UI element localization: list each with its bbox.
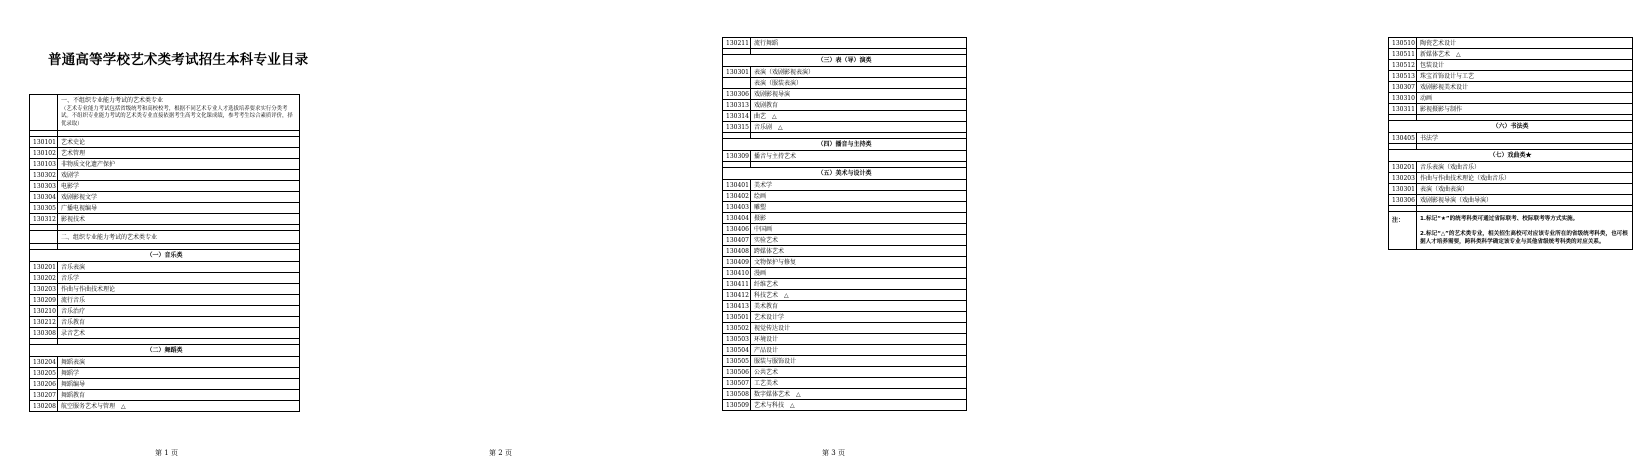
major-row (30, 357, 300, 368)
page-3 (667, 0, 1628, 472)
major-row (1389, 104, 1633, 115)
note-1: 1.标记“★”的统考科类可通过省际联考、校际联考等方式实施。 (1420, 216, 1579, 222)
major-name: 珠宝首饰设计与工艺 (1417, 71, 1633, 82)
major-code: 130312 (30, 214, 58, 225)
major-name: 音乐治疗 (58, 306, 300, 317)
major-name: 美术教育 (751, 301, 967, 312)
page-number: 第 1 页 (155, 449, 178, 457)
major-name: 服装与服饰设计 (751, 356, 967, 367)
major-row (30, 306, 300, 317)
major-code: 130507 (723, 378, 751, 389)
major-row (1389, 162, 1633, 173)
major-name: 播音与主持艺术 (751, 151, 967, 162)
major-row (1389, 133, 1633, 144)
category-heading: （四）播音与主持类 (723, 139, 967, 151)
major-code: 130409 (723, 257, 751, 268)
major-row (1389, 195, 1633, 206)
major-name: 公共艺术 (751, 367, 967, 378)
major-code: 130301 (723, 67, 751, 78)
major-name: 摄影 (751, 213, 967, 224)
major-row (30, 214, 300, 225)
major-code: 130310 (1389, 93, 1417, 104)
major-code: 130308 (30, 328, 58, 339)
major-code: 130313 (723, 100, 751, 111)
major-name: 舞蹈教育 (58, 390, 300, 401)
note-row (1389, 212, 1633, 250)
major-row (1389, 173, 1633, 184)
major-code: 130510 (1389, 38, 1417, 49)
major-code: 130505 (723, 356, 751, 367)
section-1-header-row (30, 95, 300, 131)
major-code: 130201 (30, 262, 58, 273)
major-name: 舞蹈编导 (58, 379, 300, 390)
major-code: 130311 (1389, 104, 1417, 115)
major-code: 130209 (30, 295, 58, 306)
major-name: 音乐剧 △ (751, 122, 967, 133)
category-heading-row (1389, 121, 1633, 133)
major-row (30, 159, 300, 170)
section-heading-row (30, 231, 300, 244)
major-code: 130509 (723, 400, 751, 411)
major-name: 戏剧影视美术设计 (1417, 82, 1633, 93)
major-name: 新媒体艺术 △ (1417, 49, 1633, 60)
note-2: 2.标记“△”的艺术类专业，相关招生高校可对应该专业所在的省级统考科类，也可根据人才培养需要，跨科类科学确定该专业与其他省级统考科类的对应关系。 (1420, 231, 1628, 245)
major-row (1389, 60, 1633, 71)
major-code: 130506 (723, 367, 751, 378)
major-name: 中国画 (751, 224, 967, 235)
major-name: 雕塑 (751, 202, 967, 213)
major-code: 130406 (723, 224, 751, 235)
major-row (30, 401, 300, 412)
category-heading: （五）美术与设计类 (723, 168, 967, 180)
major-name: 科技艺术 △ (751, 290, 967, 301)
major-row (1389, 71, 1633, 82)
major-code: 130410 (723, 268, 751, 279)
major-name: 舞蹈学 (58, 368, 300, 379)
major-code: 130205 (30, 368, 58, 379)
major-name: 流行舞蹈 (751, 38, 967, 49)
major-code: 130306 (723, 89, 751, 100)
major-name: 表演（戏曲表演） (1417, 184, 1633, 195)
major-code: 130411 (723, 279, 751, 290)
category-heading: （二）舞蹈类 (30, 345, 300, 357)
major-name: 艺术与科技 △ (751, 400, 967, 411)
major-code: 130501 (723, 312, 751, 323)
major-code: 130315 (723, 122, 751, 133)
major-name: 陶瓷艺术设计 (1417, 38, 1633, 49)
category-heading: （三）表（导）演类 (723, 55, 967, 67)
major-row (30, 148, 300, 159)
major-row (30, 273, 300, 284)
major-name: 数字媒体艺术 △ (751, 389, 967, 400)
major-code: 130413 (723, 301, 751, 312)
category-heading-row (1389, 150, 1633, 162)
major-code: 130212 (30, 317, 58, 328)
major-code: 130304 (30, 192, 58, 203)
major-name: 音乐教育 (58, 317, 300, 328)
major-code: 130201 (1389, 162, 1417, 173)
major-code: 130314 (723, 111, 751, 122)
major-code: 130203 (30, 284, 58, 295)
major-code: 130513 (1389, 71, 1417, 82)
section-1-block (58, 95, 300, 131)
major-code: 130203 (1389, 173, 1417, 184)
catalog-table-page-1 (29, 94, 300, 412)
major-name: 曲艺 △ (751, 111, 967, 122)
major-code: 130208 (30, 401, 58, 412)
major-name: 音乐表演 (58, 262, 300, 273)
category-heading: （七）戏曲类★ (1389, 150, 1633, 162)
major-name: 戏剧影视导演 (751, 89, 967, 100)
major-row (30, 262, 300, 273)
note-label: 注： (1389, 212, 1417, 250)
major-name: 表演（戏剧影视表演） (751, 67, 967, 78)
category-heading: （六）书法类 (1389, 121, 1633, 133)
major-row (1389, 82, 1633, 93)
major-name: 书法学 (1417, 133, 1633, 144)
major-code: 130407 (723, 235, 751, 246)
major-code: 130404 (723, 213, 751, 224)
major-code: 130402 (723, 191, 751, 202)
major-code: 130207 (30, 390, 58, 401)
major-code: 130408 (723, 246, 751, 257)
major-row (30, 203, 300, 214)
major-code: 130405 (1389, 133, 1417, 144)
blank-cell (30, 95, 58, 131)
major-name: 美术学 (751, 180, 967, 191)
major-name: 文物保护与修复 (751, 257, 967, 268)
major-code: 130302 (30, 170, 58, 181)
major-code: 130403 (723, 202, 751, 213)
major-name: 非物质文化遗产保护 (58, 159, 300, 170)
major-row (30, 317, 300, 328)
major-name: 作曲与作曲技术理论 (58, 284, 300, 295)
major-name: 艺术设计学 (751, 312, 967, 323)
major-row (30, 284, 300, 295)
major-name: 艺术史论 (58, 137, 300, 148)
major-code: 130508 (723, 389, 751, 400)
major-name: 戏剧影视导演（戏曲导演） (1417, 195, 1633, 206)
major-name: 艺术管理 (58, 148, 300, 159)
major-code: 130502 (723, 323, 751, 334)
major-code: 130211 (723, 38, 751, 49)
major-name: 实验艺术 (751, 235, 967, 246)
major-name: 纤维艺术 (751, 279, 967, 290)
page-number: 第 2 页 (489, 449, 512, 457)
major-name: 视觉传达设计 (751, 323, 967, 334)
major-name: 音乐表演（戏曲音乐） (1417, 162, 1633, 173)
major-row (1389, 38, 1633, 49)
section-heading: 一、不组织专业能力考试的艺术类专业 (61, 97, 164, 104)
major-row (1389, 184, 1633, 195)
page-number: 第 3 页 (822, 449, 845, 457)
major-name: 包装设计 (1417, 60, 1633, 71)
major-name: 影视技术 (58, 214, 300, 225)
major-name: 舞蹈表演 (58, 357, 300, 368)
major-code: 130206 (30, 379, 58, 390)
major-name: 作曲与作曲技术理论（戏曲音乐） (1417, 173, 1633, 184)
major-row (1389, 49, 1633, 60)
document-title: 普通高等学校艺术类考试招生本科专业目录 (48, 52, 309, 68)
major-code: 130309 (723, 151, 751, 162)
major-code: 130503 (723, 334, 751, 345)
major-code: 130511 (1389, 49, 1417, 60)
major-row (30, 390, 300, 401)
major-code: 130202 (30, 273, 58, 284)
major-name: 戏剧影视文学 (58, 192, 300, 203)
major-row (30, 170, 300, 181)
major-code: 130303 (30, 181, 58, 192)
major-name: 戏剧学 (58, 170, 300, 181)
major-row (30, 379, 300, 390)
section-description: （艺术专业能力考试包括省级统考和高校校考，根据不同艺术专业人才选拔培养要求实行分类考试。不组织专业能力考试的艺术类专业直接依据考生高考文化课成绩，参考考生综合素质评价，择优录取） (61, 105, 293, 127)
major-row (30, 137, 300, 148)
major-code: 130102 (30, 148, 58, 159)
major-name: 流行音乐 (58, 295, 300, 306)
major-name: 航空服务艺术与管理 △ (58, 401, 300, 412)
major-row (1389, 93, 1633, 104)
major-name: 录音艺术 (58, 328, 300, 339)
major-name: 影视摄影与制作 (1417, 104, 1633, 115)
major-code: 130512 (1389, 60, 1417, 71)
major-name: 戏剧教育 (751, 100, 967, 111)
category-heading: （一）音乐类 (30, 250, 300, 262)
notes-block (1417, 212, 1633, 250)
major-code: 130204 (30, 357, 58, 368)
major-code: 130307 (1389, 82, 1417, 93)
major-code: 130301 (1389, 184, 1417, 195)
major-name: 表演（服装表演） (751, 78, 967, 89)
major-name: 环境设计 (751, 334, 967, 345)
major-name: 漫画 (751, 268, 967, 279)
page-1 (0, 0, 333, 472)
major-name: 动画 (1417, 93, 1633, 104)
major-code: 130412 (723, 290, 751, 301)
category-heading-row (30, 345, 300, 357)
major-name: 绘画 (751, 191, 967, 202)
category-heading-row (30, 250, 300, 262)
major-row (30, 181, 300, 192)
major-code: 130306 (1389, 195, 1417, 206)
major-code: 130103 (30, 159, 58, 170)
major-name: 电影学 (58, 181, 300, 192)
major-code: 130401 (723, 180, 751, 191)
major-code: 130210 (30, 306, 58, 317)
major-code: 130504 (723, 345, 751, 356)
major-name: 跨媒体艺术 (751, 246, 967, 257)
major-row (30, 192, 300, 203)
major-row (30, 368, 300, 379)
blank-cell (30, 231, 58, 244)
major-code: 130305 (30, 203, 58, 214)
major-name: 工艺美术 (751, 378, 967, 389)
major-name: 产品设计 (751, 345, 967, 356)
catalog-table-page-3 (1388, 37, 1633, 250)
major-name: 广播电视编导 (58, 203, 300, 214)
major-row (30, 295, 300, 306)
section-heading: 二、组织专业能力考试的艺术类专业 (58, 231, 300, 244)
major-name: 音乐学 (58, 273, 300, 284)
major-code: 130101 (30, 137, 58, 148)
major-row (30, 328, 300, 339)
